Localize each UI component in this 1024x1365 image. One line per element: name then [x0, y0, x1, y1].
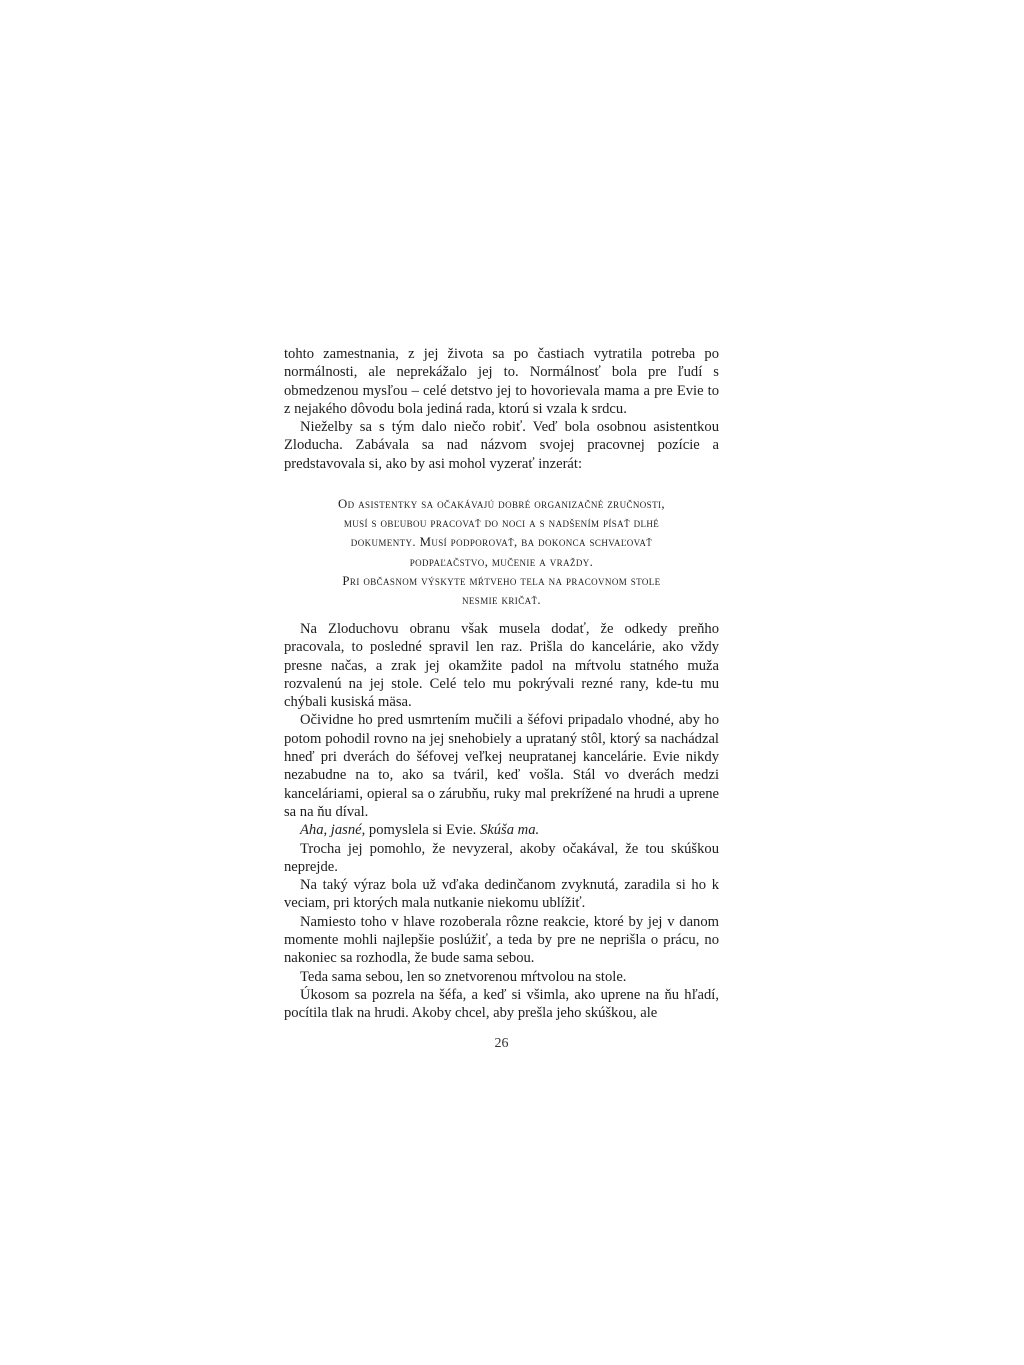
paragraph: Očividne ho pred usmrtením mučili a šéfovi pripadalo vhodné, aby ho potom pohodil rovno na jej snehobiely a uprataný stôl, ktorý sa nachádzal hneď pri dverách do šéfovej veľkej neupratanej kancelárie. Evie nikdy nezabudne na to, ako sa tváril, keď vošla. Stál vo dverách medzi kanceláriami, opieral sa o zárubňu, ruky mal prekrížené na hrudi a uprene sa na ňu díval.	[284, 712, 719, 820]
top-text-block	[284, 345, 719, 473]
notice-line: Od asistentky sa očakávajú dobré organizačné zručnosti,	[338, 497, 665, 511]
paragraph-thought	[284, 821, 719, 839]
notice-line: Pri občasnom výskyte mŕtveho tela na pracovnom stole	[342, 573, 661, 588]
italic-thought: Aha, jasné	[300, 822, 362, 839]
italic-thought: Skúša ma.	[479, 822, 540, 839]
notice-line: podpaľačstvo, mučenie a vraždy.	[409, 554, 594, 569]
main-text-block	[284, 620, 719, 1023]
notice-line: musí s obľubou pracovať do noci a s nadšením písať dlhé	[343, 516, 660, 531]
notice-line: dokumenty. Musí podporovať, ba dokonca schvaľovať	[350, 535, 653, 550]
paragraph-job-title: Nieželby sa s tým dalo niečo robiť. Veď bola osobnou asistentkou Zloducha. Zabávala sa nad názvom svojej pracovnej pozície a predstavovala si, ako by asi mohol vyzerať inzerát:	[284, 419, 719, 472]
paragraph: Na taký výraz bola už vďaka dedinčanom zvyknutá, zaradila si ho k veciam, pri ktorých mala nutkanie niekomu ublížiť.	[284, 877, 719, 912]
paragraph-continuation: tohto zamestnania, z jej života sa po častiach vytratila potreba po normálnosti, ale neprekážalo jej to. Normálnosť bola pre ľudí s obmedzenou mysľou – celé detstvo jej to hovorievala mama a pre Evie to z nejakého dôvodu bola jediná rada, ktorú si vzala k srdcu.	[284, 346, 719, 417]
paragraph: Trocha jej pomohlo, že nevyzeral, akoby očakával, že tou skúškou neprejde.	[284, 840, 719, 875]
paragraph: Na Zloduchovu obranu však musela dodať, že odkedy preňho pracovala, to posledné spravil len raz. Prišla do kancelárie, ako vždy presne načas, a zrak jej okamžite padol na mŕtvolu statného muža rozvalenú na jej stole. Celé telo mu pokrývali rezné rany, kde-tu mu chýbali kusiská mäsa.	[284, 621, 719, 711]
job-advert-notice	[284, 495, 719, 610]
paragraph: Teda sama sebou, len so znetvorenou mŕtvolou na stole.	[300, 968, 627, 985]
thought-text: , pomyslela si Evie.	[361, 822, 480, 839]
notice-line: nesmie kričať.	[462, 593, 541, 608]
paragraph: Namiesto toho v hlave rozoberala rôzne reakcie, ktoré by jej v danom momente mohli najlepšie poslúžiť, a teda by pre ne neprišla o prácu, no nakoniec sa rozhodla, že bude sama sebou.	[284, 913, 719, 967]
page-number: 26	[494, 1036, 509, 1051]
paragraph: Úkosom sa pozrela na šéfa, a keď si všimla, ako uprene na ňu hľadí, pocítila tlak na hrudi. Akoby chcel, aby prešla jeho skúškou, ale	[284, 986, 719, 1022]
